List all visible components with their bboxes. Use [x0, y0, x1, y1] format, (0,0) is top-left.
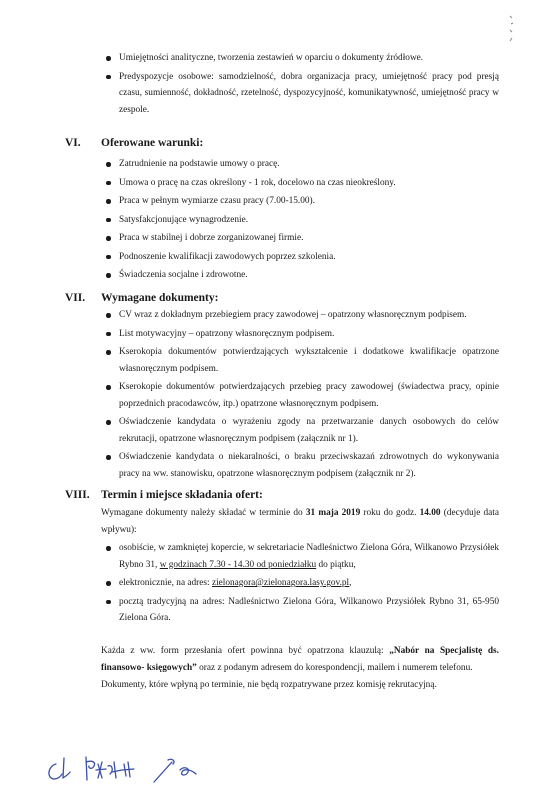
bullet-icon [106, 218, 111, 223]
bullet-icon [106, 162, 111, 167]
handwritten-corner-mark [507, 14, 521, 44]
bullet-icon [106, 420, 111, 425]
section-number: VIII. [65, 489, 90, 501]
section-title: Oferowane warunki: [101, 137, 204, 149]
email-link[interactable]: zielonagora@zielonagora.lasy.gov.pl [211, 578, 350, 588]
bullet-icon [106, 255, 111, 260]
deadline-hour: 14.00 [419, 508, 441, 518]
list-item: Oświadczenie kandydata o wyrażeniu zgody na przetwarzanie danych osobowych do celów rekrutacji, opatrzone własnoręcznym podpisem (załącznik nr 1). [103, 414, 499, 447]
list-item: CV wraz z dokładnym przebiegiem pracy zawodowej – opatrzony własnoręcznym podpisem. [103, 307, 499, 324]
bullet-icon [106, 199, 111, 204]
bullet-icon [106, 56, 111, 61]
list-item: Praca w pełnym wymiarze czasu pracy (7.00-15.00). [103, 193, 499, 210]
handwritten-signature [42, 752, 232, 786]
list-item: Satysfakcjonujące wynagrodzenie. [103, 212, 499, 229]
bullet-icon [106, 273, 111, 278]
list-item: Kserokopie dokumentów potwierdzających przebieg pracy zawodowej (świadectwa pracy, opinie poprzednich pracodawców, itp.) opatrzone własnoręcznym podpisem. [103, 379, 499, 412]
list-item: Praca w stabilnej i dobrze zorganizowanej firmie. [103, 230, 499, 247]
list-item: Kserokopia dokumentów potwierdzających wykształcenie i dodatkowe kwalifikacje opatrzone własnoręcznym podpisem. [103, 344, 499, 377]
section-number: VI. [65, 137, 81, 149]
list-item: Predyspozycje osobowe: samodzielność, dobra organizacja pracy, umiejętność pracy pod presją czasu, sumienność, dokładność, rzetelność, dyspozycyjność, komunikatywność, umiejętność pracy w zespole. [103, 69, 499, 119]
conditions-list [103, 156, 499, 284]
section-title: Termin i miejsce składania ofert: [101, 489, 263, 501]
list-item: Świadczenia socjalne i zdrowotne. [103, 267, 499, 284]
bullet-icon [106, 600, 111, 605]
clause-text: „Nabór na Specjalistę ds. finansowo- księgowych” [101, 646, 499, 673]
deadline-paragraph: Wymagane dokumenty należy składać w terminie do 31 maja 2019 roku do godz. 14.00 (decyduje data wpływu): [101, 508, 500, 535]
section-number: VII. [65, 292, 86, 304]
bullet-icon [106, 385, 111, 390]
list-item: List motywacyjny – opatrzony własnoręcznym podpisem. [103, 326, 499, 343]
list-item: osobiście, w zamkniętej kopercie, w sekretariacie Nadleśnictwo Zielona Góra, Wilkanowo Przysiółek Rybno 31, w godzinach 7.30 - 14.30 od poniedziałku do piątku, [103, 540, 499, 573]
list-item: Umowa o pracę na czas określony - 1 rok, docelowo na czas nieokreślony. [103, 175, 499, 192]
list-item: elektronicznie, na adres: zielonagora@zielonagora.lasy.gov.pl, [103, 575, 499, 592]
list-item: Oświadczenie kandydata o niekaralności, o braku przeciwskazań zdrowotnych do wykonywania pracy na ww. stanowisku, opatrzone własnoręcznym podpisem (załącznik nr 2). [103, 449, 499, 482]
bullet-icon [106, 332, 111, 337]
bullet-icon [106, 455, 111, 460]
qualifications-list [103, 50, 499, 118]
closing-paragraph: Każda z ww. form przesłania ofert powinna być opatrzona klauzulą: „Nabór na Specjalistę ds. finansowo- księgowych” oraz z podanym adresem do korespondencji, mailem i numerem telefonu. [101, 646, 499, 673]
list-item: pocztą tradycyjną na adres: Nadleśnictwo Zielona Góra, Wilkanowo Przysiółek Rybno 31, 65-950 Zielona Góra. [103, 594, 499, 627]
closing-note: Dokumenty, które wpłyną po terminie, nie będą rozpatrywane przez komisję rekrutacyjną. [101, 680, 437, 690]
deadline-date: 31 maja 2019 [305, 508, 361, 518]
list-item: Podnoszenie kwalifikacji zawodowych poprzez szkolenia. [103, 249, 499, 266]
bullet-icon [106, 181, 111, 186]
list-item: Zatrudnienie na podstawie umowy o pracę. [103, 156, 499, 173]
list-item: Umiejętności analityczne, tworzenia zestawień w oparciu o dokumenty źródłowe. [103, 50, 499, 67]
bullet-icon [106, 236, 111, 241]
documents-list [103, 307, 499, 482]
bullet-icon [106, 581, 111, 586]
submission-methods-list [103, 540, 499, 627]
bullet-icon [106, 313, 111, 318]
bullet-icon [106, 350, 111, 355]
bullet-icon [106, 75, 111, 80]
bullet-icon [106, 546, 111, 551]
section-title: Wymagane dokumenty: [101, 292, 219, 304]
